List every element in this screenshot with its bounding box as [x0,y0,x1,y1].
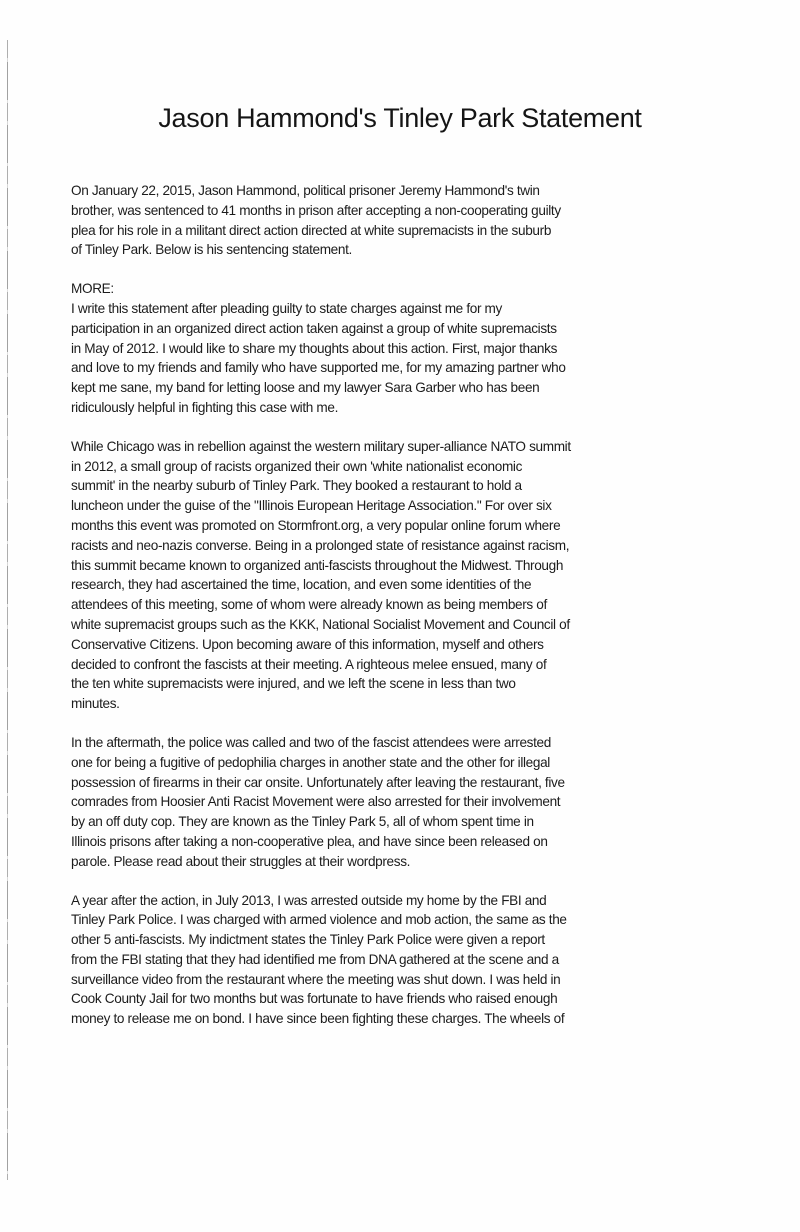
text-line: from the FBI stating that they had identified me from DNA gathered at the scene and a [71,951,559,967]
paragraph-gap [71,418,731,437]
text-line: money to release me on bond. I have since been fighting these charges. The wheels of [71,1011,565,1027]
intro-paragraph [71,181,731,260]
text-line: minutes. [71,696,120,712]
text-line: plea for his role in a militant direct action directed at white supremacists in the suburb [71,222,552,238]
more-label: MORE: [71,281,114,297]
text-line: decided to confront the fascists at their meeting. A righteous melee ensued, many of [71,656,547,672]
paragraph-gap [71,714,731,733]
text-line: research, they had ascertained the time, location, and even some identities of the [71,577,532,593]
paragraph-gap [71,872,731,891]
text-line: attendees of this meeting, some of whom were already known as being members of [71,597,547,613]
text-line: On January 22, 2015, Jason Hammond, political prisoner Jeremy Hammond's twin [71,183,540,198]
text-line: Cook County Jail for two months but was fortunate to have friends who raised enough [71,991,558,1007]
statement-paragraph-2 [71,437,731,714]
text-line: luncheon under the guise of the "Illinois European Heritage Association." For over six [71,498,552,514]
text-line: surveillance video from the restaurant where the meeting was shut down. I was held in [71,971,561,987]
text-line: the ten white supremacists were injured, and we left the scene in less than two [71,676,516,692]
statement-paragraph-1 [71,299,731,418]
text-line: I write this statement after pleading guilty to state charges against me for my [71,300,502,316]
statement-paragraph-3 [71,733,731,872]
text-line: A year after the action, in July 2013, I was arrested outside my home by the FBI and [71,892,547,908]
text-line: summit' in the nearby suburb of Tinley Park. They booked a restaurant to hold a [71,478,522,494]
text-line: other 5 anti-fascists. My indictment states the Tinley Park Police were given a report [71,932,545,948]
document-body [71,181,731,1029]
text-line: ridiculously helpful in fighting this case with me. [71,399,339,415]
text-line: brother, was sentenced to 41 months in prison after accepting a non-cooperating guilty [71,202,561,218]
text-line: In the aftermath, the police was called and two of the fascist attendees were arrested [71,734,551,750]
document-title: Jason Hammond's Tinley Park Statement [158,103,642,133]
statement-paragraph-4 [71,891,731,1030]
text-line: Illinois prisons after taking a non-cooperative plea, and have since been released on [71,833,548,849]
text-line: one for being a fugitive of pedophilia charges in another state and the other for illegal [71,754,550,770]
scan-edge-line [7,40,8,1180]
paragraph-gap [71,260,731,279]
text-line: in May of 2012. I would like to share my thoughts about this action. First, major thanks [71,340,558,356]
text-line: white supremacist groups such as the KKK, National Socialist Movement and Council of [71,616,570,632]
text-line: Tinley Park Police. I was charged with armed violence and mob action, the same as the [71,912,567,928]
text-line: by an off duty cop. They are known as the Tinley Park 5, all of whom spent time in [71,814,534,830]
text-line: of Tinley Park. Below is his sentencing statement. [71,242,352,258]
text-line: in 2012, a small group of racists organized their own 'white nationalist economic [71,458,523,474]
text-line: kept me sane, my band for letting loose and my lawyer Sara Garber who has been [71,380,540,396]
text-line: racists and neo-nazis converse. Being in a prolonged state of resistance against racism, [71,537,570,553]
text-line: possession of firearms in their car onsite. Unfortunately after leaving the restaurant, five [71,774,565,790]
text-line: Conservative Citizens. Upon becoming aware of this information, myself and others [71,636,544,652]
text-line: months this event was promoted on Stormfront.org, a very popular online forum where [71,517,561,533]
text-line: and love to my friends and family who have supported me, for my amazing partner who [71,360,566,376]
text-line: parole. Please read about their struggles at their wordpress. [71,853,411,869]
text-line: this summit became known to organized anti-fascists throughout the Midwest. Through [71,557,564,573]
text-line: While Chicago was in rebellion against the western military super-alliance NATO summit [71,438,571,454]
text-line: participation in an organized direct action taken against a group of white supremacists [71,320,557,336]
text-line: comrades from Hoosier Anti Racist Movement were also arrested for their involvement [71,794,561,810]
